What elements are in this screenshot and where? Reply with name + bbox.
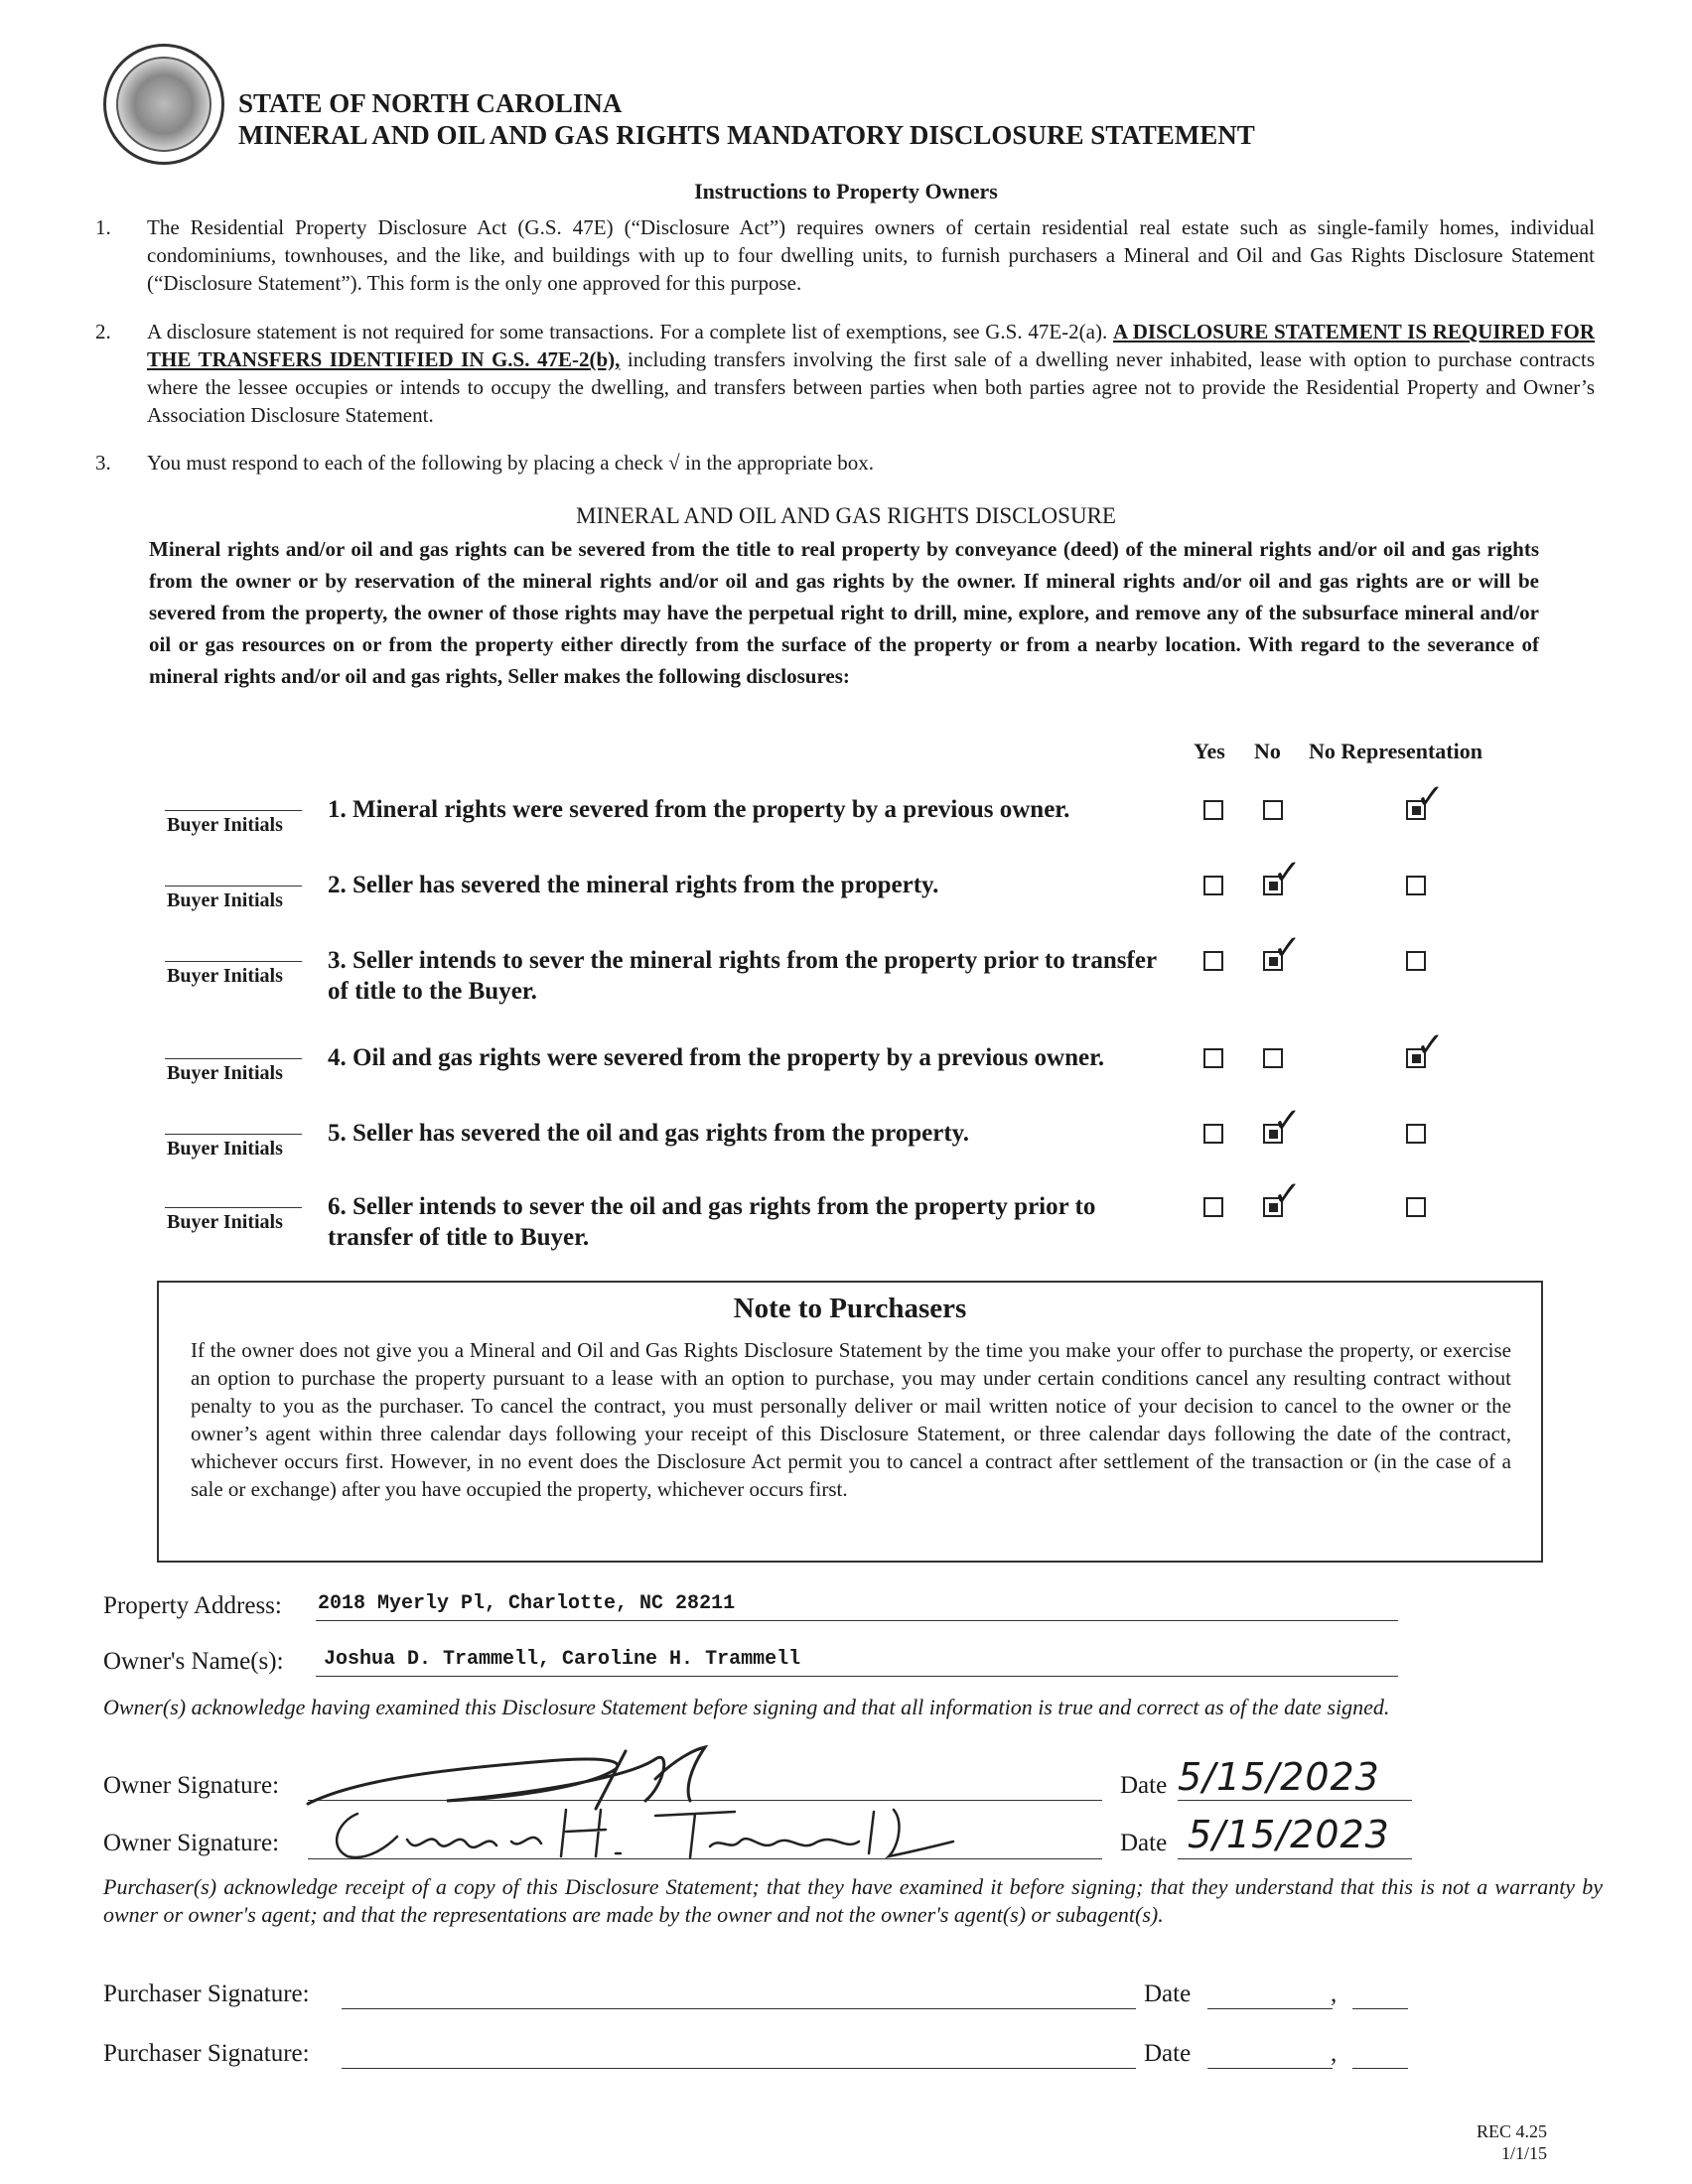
check-mark-icon: ✓	[1416, 777, 1445, 817]
checkbox-yes[interactable]	[1203, 1048, 1223, 1068]
checkbox-yes[interactable]	[1203, 800, 1223, 820]
owner-signature-2[interactable]	[318, 1802, 1013, 1866]
owners-name-field[interactable]: Joshua D. Trammell, Caroline H. Trammell	[324, 1648, 801, 1671]
owner-date-label-1: Date	[1120, 1772, 1168, 1799]
question-text: 5. Seller has severed the oil and gas rights from the property.	[328, 1120, 970, 1147]
checkbox-no[interactable]	[1263, 1048, 1283, 1068]
buyer-initials-label[interactable]: Buyer Initials	[167, 965, 283, 987]
check-mark-icon: ✓	[1273, 1101, 1302, 1141]
purchaser-signature-label-1: Purchaser Signature:	[103, 1980, 310, 2007]
instruction-text: You must respond to each of the following by placing a check √ in the appropriate box.	[147, 451, 874, 475]
instructions-title: Instructions to Property Owners	[694, 179, 998, 204]
buyer-initials-label[interactable]: Buyer Initials	[167, 814, 283, 836]
instruction-item-1	[95, 213, 1595, 297]
checkbox-yes[interactable]	[1203, 1197, 1223, 1217]
note-title: Note to Purchasers	[733, 1293, 967, 1324]
owner-acknowledgement: Owner(s) acknowledge having examined this Disclosure Statement before signing and that all information is true and correct as of the date signed.	[103, 1695, 1390, 1719]
header-form-title: MINERAL AND OIL AND GAS RIGHTS MANDATORY DISCLOSURE STATEMENT	[238, 120, 1255, 150]
owner-date-1[interactable]: 5/15/2023	[1178, 1755, 1380, 1799]
buyer-initials-label[interactable]: Buyer Initials	[167, 1211, 283, 1233]
purchaser-date-label-1: Date	[1144, 1980, 1192, 2007]
checkbox-yes[interactable]	[1203, 951, 1223, 971]
instruction-text: A disclosure statement is not required for some transactions. For a complete list of exemptions, see G.S. 47E-2(a). A DISCLOSURE STATEMENT IS REQUIRED FOR THE TRANSFERS IDENTIFIED IN G.S. 47E-2(b), including transfers involving the first sale of a dwelling never inhabited, lease with option to purchase contracts where the lessee occupies or intends to occupy the dwelling, and transfers between parties when both parties agree not to provide the Residential Property and Owner’s Association Disclosure Statement.	[147, 320, 1596, 427]
check-mark-icon: ✓	[1273, 928, 1302, 968]
instruction-item-3	[95, 449, 1595, 477]
disclosure-paragraph: Mineral rights and/or oil and gas rights can be severed from the title to real property by conveyance (deed) of the mineral rights and/or oil and gas rights from the owner or by reservation of the mineral rights and/or oil and gas rights by the owner. If mineral rights and/or oil and gas rights are or will be severed from the property, the owner of those rights may have the perpetual right to drill, mine, explore, and remove any of the subsurface mineral and/or oil or gas resources on or from the property either directly from the surface of the property or from a nearby location. With regard to the severance of mineral rights and/or oil and gas rights, Seller makes the following disclosures:	[149, 537, 1539, 688]
disclosure-question-row	[0, 777, 1692, 864]
instruction-number: 3.	[95, 451, 111, 475]
checkbox-no-rep[interactable]	[1406, 951, 1426, 971]
disclosure-question-row	[0, 1101, 1692, 1187]
required-transfers-emphasis: A DISCLOSURE STATEMENT IS REQUIRED FOR THE TRANSFERS IDENTIFIED IN G.S. 47E-2(b),	[147, 320, 1595, 371]
check-mark-icon: ✓	[1416, 1025, 1445, 1065]
checkbox-yes[interactable]	[1203, 876, 1223, 895]
column-yes: Yes	[1194, 739, 1225, 763]
buyer-initials-label[interactable]: Buyer Initials	[167, 1138, 283, 1160]
purchaser-date-label-2: Date	[1144, 2040, 1192, 2067]
instruction-text: The Residential Property Disclosure Act (G.S. 47E) (“Disclosure Act”) requires owners of certain residential real estate such as single-family homes, individual condominiums, townhouses, and the like, and buildings with up to four dwelling units, to furnish purchasers a Mineral and Oil and Gas Rights Disclosure Statement (“Disclosure Statement”). This form is the only one approved for this purpose.	[147, 215, 1595, 295]
owner-signature-label-1: Owner Signature:	[103, 1772, 280, 1799]
checkbox-no-rep[interactable]	[1406, 876, 1426, 895]
purchaser-signature-label-2: Purchaser Signature:	[103, 2040, 310, 2067]
question-text: 6. Seller intends to sever the oil and gas rights from the property prior to transfer of title to Buyer.	[328, 1193, 1096, 1251]
column-no: No	[1254, 739, 1281, 763]
disclosure-question-row	[0, 853, 1692, 939]
question-text: 3. Seller intends to sever the mineral rights from the property prior to transfer of title to the Buyer.	[328, 947, 1157, 1005]
disclosure-question-row	[0, 1025, 1692, 1112]
owner-date-label-2: Date	[1120, 1830, 1168, 1856]
checkbox-no-rep[interactable]	[1406, 1197, 1426, 1217]
purchaser-date-separator-2: ,	[1331, 2040, 1338, 2067]
owners-name-label: Owner's Name(s):	[103, 1648, 284, 1675]
instruction-number: 1.	[95, 215, 111, 239]
disclosure-question-row	[0, 1174, 1692, 1261]
check-mark-icon: ✓	[1273, 1174, 1302, 1214]
purchaser-acknowledgement: Purchaser(s) acknowledge receipt of a copy of this Disclosure Statement; that they have examined it before signing; that they understand that this is not a warranty by owner or owner's agent; and that the representations are made by the owner and not the owner's agent(s) or subagent(s).	[103, 1874, 1603, 1927]
checkbox-no-rep[interactable]	[1406, 1124, 1426, 1144]
state-seal	[103, 44, 224, 165]
disclosure-question-row	[0, 928, 1692, 1015]
buyer-initials-label[interactable]: Buyer Initials	[167, 889, 283, 911]
owner-signature-label-2: Owner Signature:	[103, 1830, 280, 1856]
instruction-number: 2.	[95, 320, 111, 343]
disclosure-title: MINERAL AND OIL AND GAS RIGHTS DISCLOSURE	[576, 503, 1116, 528]
property-address-field[interactable]: 2018 Myerly Pl, Charlotte, NC 28211	[318, 1592, 736, 1615]
column-no-representation: No Representation	[1309, 739, 1482, 763]
instruction-item-2	[95, 318, 1595, 429]
purchaser-date-separator-1: ,	[1331, 1980, 1338, 2007]
property-address-label: Property Address:	[103, 1592, 282, 1619]
checkbox-yes[interactable]	[1203, 1124, 1223, 1144]
check-mark-icon: ✓	[1273, 853, 1302, 892]
header-state: STATE OF NORTH CAROLINA	[238, 88, 623, 118]
owner-date-2[interactable]: 5/15/2023	[1188, 1813, 1390, 1856]
question-text: 2. Seller has severed the mineral rights from the property.	[328, 872, 939, 898]
checkbox-no[interactable]	[1263, 800, 1283, 820]
question-text: 1. Mineral rights were severed from the property by a previous owner.	[328, 796, 1070, 823]
buyer-initials-label[interactable]: Buyer Initials	[167, 1062, 283, 1084]
question-text: 4. Oil and gas rights were severed from the property by a previous owner.	[328, 1044, 1105, 1071]
form-code: REC 4.25 1/1/15	[1476, 2121, 1547, 2163]
note-text: If the owner does not give you a Mineral and Oil and Gas Rights Disclosure Statement by the time you make your offer to purchase the property, or exercise an option to purchase the property pursuant to a lease with an option to purchase, you may under certain conditions cancel any resulting contract without penalty to you as the purchaser. To cancel the contract, you must personally deliver or mail written notice of your decision to cancel to the owner or the owner’s agent within three calendar days following your receipt of this Disclosure Statement, or three calendar days following the date of the contract, whichever occurs first. However, in no event does the Disclosure Act permit you to cancel a contract after settlement of the transaction or (in the case of a sale or exchange) after you have occupied the property, whichever occurs first.	[191, 1338, 1511, 1501]
